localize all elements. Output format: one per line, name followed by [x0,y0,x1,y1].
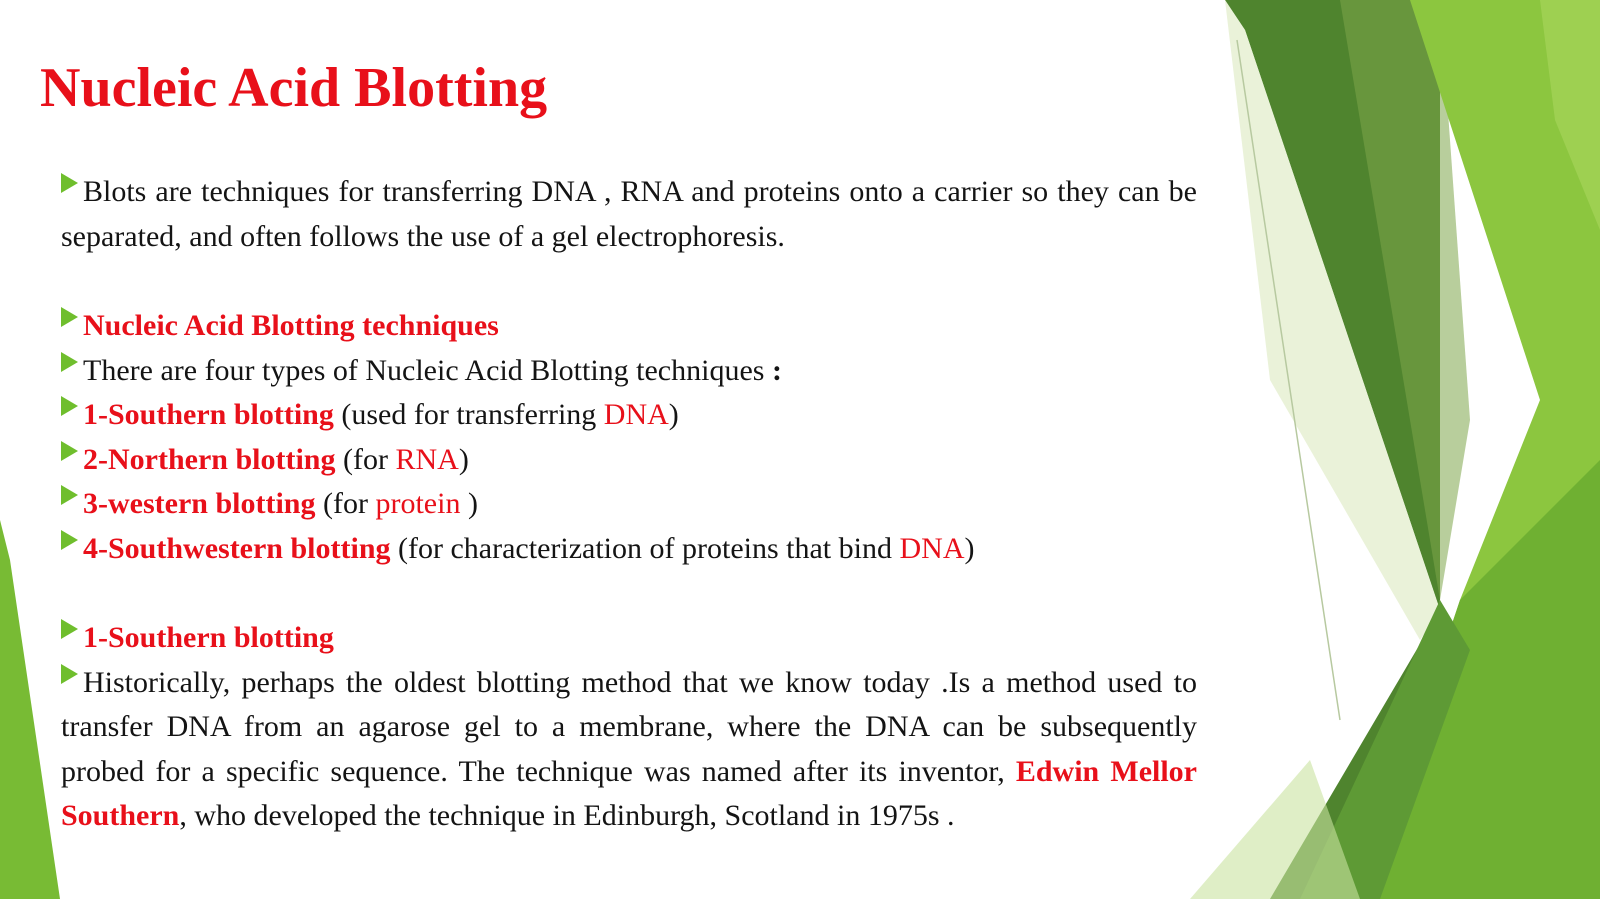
triangle-bullet-icon [61,396,78,416]
blotting-close: ) [458,442,469,476]
types-line [61,349,1197,394]
left-green-wedge [0,520,60,899]
southern-paragraph [61,661,1197,839]
triangle-bullet-icon [61,485,78,505]
blotting-desc: (for characterization of proteins that bind [390,531,900,565]
blotting-name: 3-western blotting [83,487,316,520]
blotting-name: 4-Southwestern blotting [83,531,391,565]
southern-text-2: , who developed the technique in Edinburgh, Scotland in 1975s . [179,799,955,832]
triangle-bullet-icon [61,441,78,461]
triangle-bullet-icon [61,307,78,327]
triangle-bullet-icon [61,664,78,684]
blotting-desc: (used for transferring [333,398,604,431]
triangle-bullet-icon [61,619,78,639]
blotting-desc: (for [335,442,396,476]
blotting-item [61,527,1197,572]
intro-text: Blots are techniques for transferring DNA , RNA and proteins onto a carrier so they can be separated, and often follows the use of a gel electrophoresis. [61,175,1197,253]
southern-heading [61,616,1197,661]
slide-title: Nucleic Acid Blotting [40,57,548,119]
blotting-target: DNA [899,531,965,565]
triangle-bullet-icon [61,352,78,372]
blotting-name: 2-Northern blotting [83,442,336,476]
blotting-close: ) [467,487,478,520]
blotting-target: RNA [395,442,459,476]
blotting-item [61,393,1197,438]
blotting-close: ) [964,531,975,565]
blotting-close: ) [668,398,679,431]
inventor-name: Edwin Mellor Southern [61,754,1197,832]
blotting-desc: (for [315,487,376,520]
intro-paragraph [61,170,1197,259]
triangle-bullet-icon [61,530,78,550]
southern-heading-text: 1-Southern blotting [83,621,334,654]
southern-text-1: Historically, perhaps the oldest blotting method that we know today .Is a method used to transfer DNA from an agarose gel to a membrane, where the DNA can be subsequently probed for a specific sequence. The technique was named after its inventor, [61,665,1197,788]
types-colon: : [771,353,782,387]
blotting-item [61,438,1197,483]
triangle-bullet-icon [61,173,78,193]
blotting-name: 1-Southern blotting [83,398,334,431]
blotting-target: DNA [603,398,669,431]
types-line-text: There are four types of Nucleic Acid Blotting techniques [83,353,772,387]
facet-bottom-fade [1190,760,1360,899]
techniques-heading-text: Nucleic Acid Blotting techniques [83,309,499,342]
slide-content [61,170,1197,839]
blotting-target: protein [375,487,468,520]
blotting-item [61,482,1197,527]
techniques-heading [61,304,1197,349]
